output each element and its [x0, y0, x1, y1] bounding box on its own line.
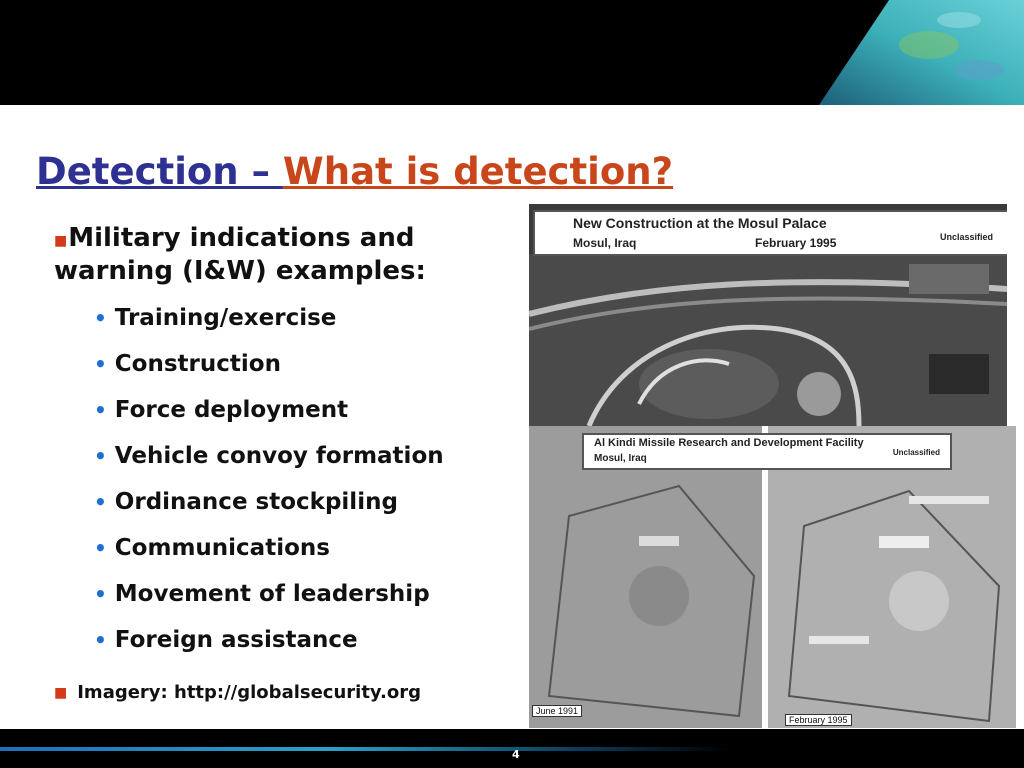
sub-bullet [94, 627, 358, 653]
main-bullet [54, 222, 514, 288]
imagery-credit-text: Imagery: http://globalsecurity.org [77, 682, 421, 703]
dot-bullet-icon: • [94, 398, 107, 422]
photo1-location: Mosul, Iraq [573, 236, 637, 250]
dot-bullet-icon: • [94, 536, 107, 560]
slide-title [36, 150, 673, 193]
sub-bullet [94, 443, 444, 469]
mosul-palace-photo [529, 204, 1007, 426]
photo1-heading: New Construction at the Mosul Palace [573, 215, 827, 231]
sub-bullet [94, 489, 398, 515]
photo1-classification: Unclassified [939, 232, 993, 242]
sub-bullet [94, 351, 281, 377]
photo2-heading: Al Kindi Missile Research and Development Facility [594, 437, 864, 449]
title-detection: Detection – [36, 150, 283, 193]
dot-bullet-icon: • [94, 582, 107, 606]
sub-bullet [94, 397, 348, 423]
imagery-credit [54, 682, 421, 703]
sub-bullet-text: Force deployment [114, 397, 349, 423]
photo2-left-date: June 1991 [532, 705, 582, 717]
main-bullet-text: Military indications and warning (I&W) examples: [54, 223, 426, 286]
sub-bullet-text: Foreign assistance [114, 627, 358, 653]
sub-bullet-text: Ordinance stockpiling [114, 489, 398, 515]
sub-bullet-text: Movement of leadership [114, 581, 430, 607]
dot-bullet-icon: • [94, 628, 107, 652]
sub-bullet-text: Training/exercise [114, 305, 337, 331]
page-number: 4 [512, 748, 520, 761]
sub-bullet [94, 581, 430, 607]
sub-bullet-text: Communications [114, 535, 330, 561]
photo2-location: Mosul, Iraq [594, 453, 647, 464]
square-bullet-icon: ■ [54, 685, 68, 701]
dot-bullet-icon: • [94, 352, 107, 376]
photo2-right-date: February 1995 [785, 714, 852, 726]
al-kindi-photo [529, 426, 1016, 728]
globe-graphic [819, 0, 1024, 105]
header-bar [0, 0, 1024, 105]
square-bullet-icon: ■ [54, 233, 68, 249]
sub-bullet [94, 305, 336, 331]
photo1-caption [533, 210, 1007, 256]
sub-bullet [94, 535, 330, 561]
dot-bullet-icon: • [94, 306, 107, 330]
photo2-classification: Unclassified [892, 448, 940, 457]
photo1-date: February 1995 [755, 236, 837, 250]
sub-bullet-text: Vehicle convoy formation [114, 443, 444, 469]
dot-bullet-icon: • [94, 444, 107, 468]
sub-bullet-text: Construction [114, 351, 281, 377]
title-question: What is detection? [282, 150, 674, 193]
photo2-caption [582, 433, 952, 470]
dot-bullet-icon: • [94, 490, 107, 514]
aerial-facility-graphic [529, 426, 1016, 728]
footer-accent-line [0, 747, 730, 751]
